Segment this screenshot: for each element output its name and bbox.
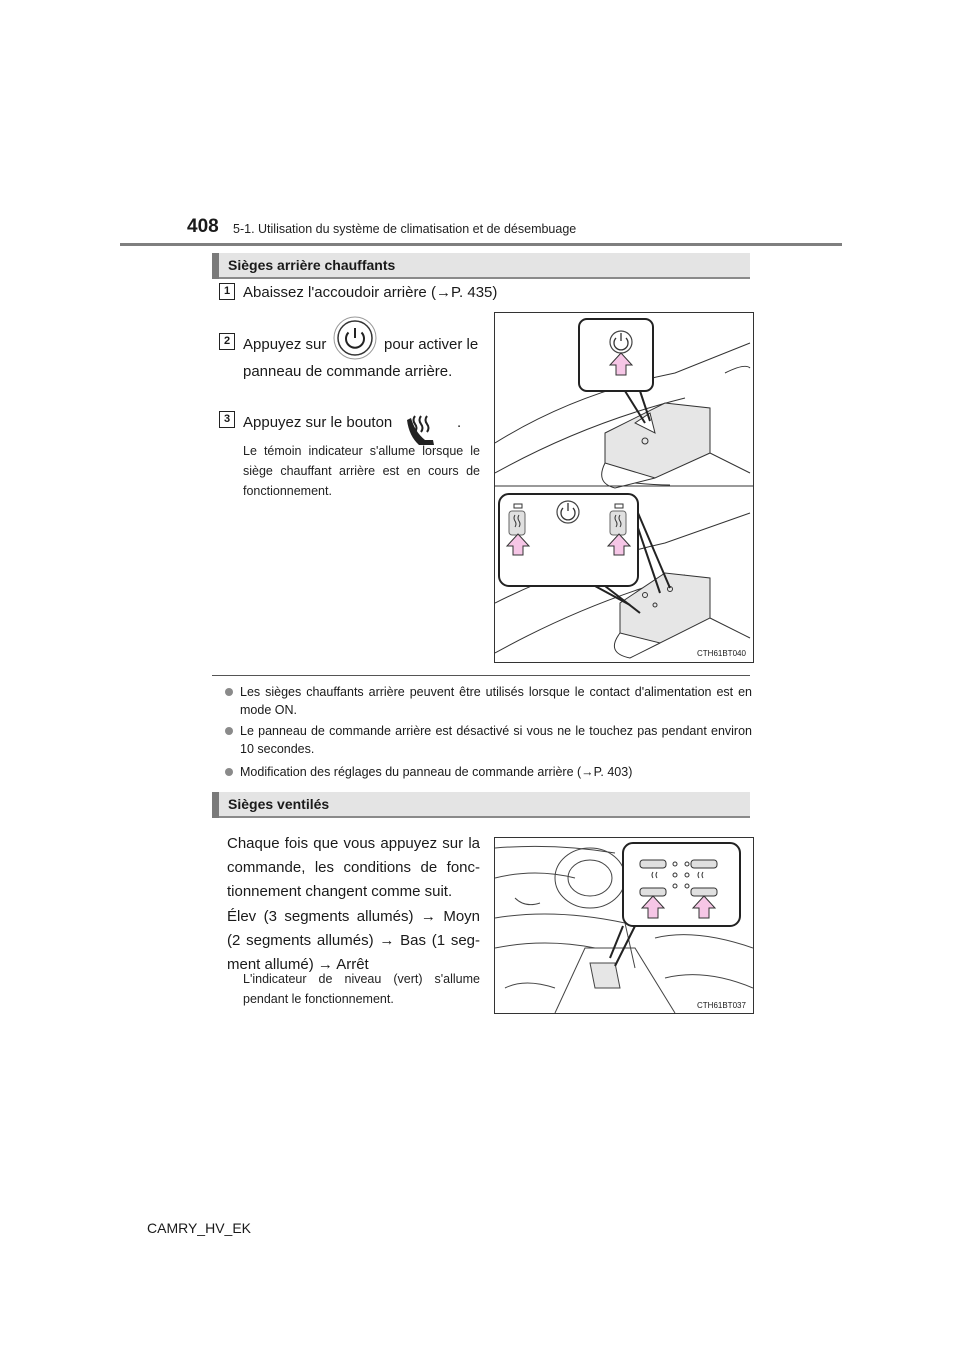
heading-label: Sièges arrière chauffants: [228, 257, 396, 273]
step-number-2: 2: [219, 333, 235, 350]
figure-ventilated-seat-switch-drawing: [495, 838, 753, 1013]
figure-ventilated-seat-switch: [494, 837, 754, 1014]
heading-accent: [212, 792, 219, 818]
bullet-item: [225, 683, 752, 719]
step-number-3: 3: [219, 411, 235, 428]
figure-rear-control-panel-drawing: [495, 313, 753, 662]
heading-label: Sièges ventilés: [228, 796, 330, 812]
page-number: 408: [187, 216, 219, 237]
footer-model: CAMRY_HV_EK: [147, 1220, 252, 1236]
bullet-text: Les sièges chauffants arrière peuvent être utilisés lorsque le contact d'alimentation est en mode ON.: [240, 685, 752, 717]
bullet-item: [225, 763, 752, 781]
step-2-text-line2: panneau de commande arrière.: [243, 363, 453, 380]
bullet-dot: [225, 768, 233, 776]
section-title: 5-1. Utilisation du système de climatisation et de désembuage: [233, 222, 577, 236]
step-2-text-after: pour activer le: [384, 336, 479, 353]
section2-paragraph-2: Élev (3 segments allumés) → Moyn (2 segments allumés) → Bas (1 seg-ment allumé) → Arrêt: [227, 908, 480, 973]
section1-note: Le témoin indicateur s'allume lorsque le siège chauffant arrière est en cours de fonctionnement.: [243, 444, 480, 498]
step-3-text-after: .: [457, 414, 462, 431]
bullet-text: Le panneau de commande arrière est désactivé si vous ne le touchez pas pendant environ 10 secondes.: [240, 724, 752, 756]
figure-code: CTH61BT037: [697, 1001, 746, 1010]
step-2-text-before: Appuyez sur: [243, 336, 327, 353]
step-3-text-before: Appuyez sur le bouton: [243, 414, 393, 431]
heading-ventilated-seats: [212, 792, 750, 818]
section2-note: L'indicateur de niveau (vert) s'allume pendant le fonctionnement.: [243, 972, 480, 1006]
power-icon: [333, 316, 377, 360]
bullet-item: [225, 722, 752, 758]
bullet-dot: [225, 727, 233, 735]
heading-accent: [212, 253, 219, 279]
bullet-text: Modification des réglages du panneau de commande arrière (→P. 403): [240, 765, 633, 779]
bullet-dot: [225, 688, 233, 696]
figure-rear-control-panel: [494, 312, 754, 663]
step-number-1: 1: [219, 283, 235, 300]
step-1-text: Abaissez l'accoudoir arrière (→P. 435): [243, 284, 498, 301]
figure-code: CTH61BT040: [697, 649, 746, 658]
heading-rear-heated-seats: [212, 253, 750, 279]
section2-paragraph-1: Chaque fois que vous appuyez sur la commande, les conditions de fonc-tionnement changent comme suit.: [227, 835, 480, 900]
header-rule: [120, 243, 842, 246]
bullets-rule: [212, 675, 750, 676]
